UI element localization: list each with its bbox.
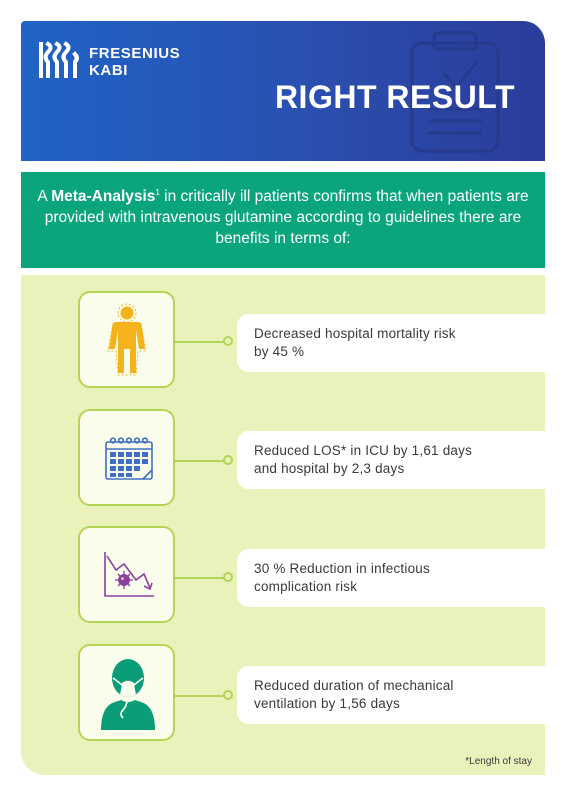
fresenius-kabi-logo-icon (38, 40, 80, 80)
benefits-panel (21, 275, 545, 775)
benefit-card-mortality: Decreased hospital mortality risk by 45 % (237, 314, 545, 372)
connector-dot (223, 690, 233, 700)
benefit-icon-box (78, 526, 175, 623)
brand-name: FRESENIUS KABI (89, 45, 181, 79)
footnote: *Length of stay (465, 756, 532, 767)
page-title: RIGHT RESULT (274, 79, 515, 115)
benefit-icon-box (78, 644, 175, 741)
person-icon (94, 303, 160, 377)
ventilation-mask-icon (97, 656, 159, 730)
connector-dot (223, 572, 233, 582)
benefit-card-infection: 30 % Reduction in infectious complication risk (237, 549, 545, 607)
connector-dot (223, 455, 233, 465)
reference-superscript: 1 (155, 188, 160, 197)
benefit-icon-box (78, 409, 175, 506)
benefit-card-ventilation: Reduced duration of mechanical ventilation by 1,56 days (237, 666, 545, 724)
calendar-icon (104, 437, 154, 481)
meta-analysis-emphasis: Meta-Analysis (51, 188, 156, 206)
intro-statement: A Meta-Analysis$^1$ in critically ill patients confirms that when patients are provided with intravenous glutamine according to guidelines there are benefits in terms of: (21, 172, 545, 268)
benefit-icon-box (78, 291, 175, 388)
benefit-card-length-of-stay: Reduced LOS* in ICU by 1,61 days and hospital by 2,3 days (237, 431, 545, 489)
header-banner (21, 21, 545, 161)
infection-decline-chart-icon (102, 550, 156, 600)
connector-dot (223, 336, 233, 346)
